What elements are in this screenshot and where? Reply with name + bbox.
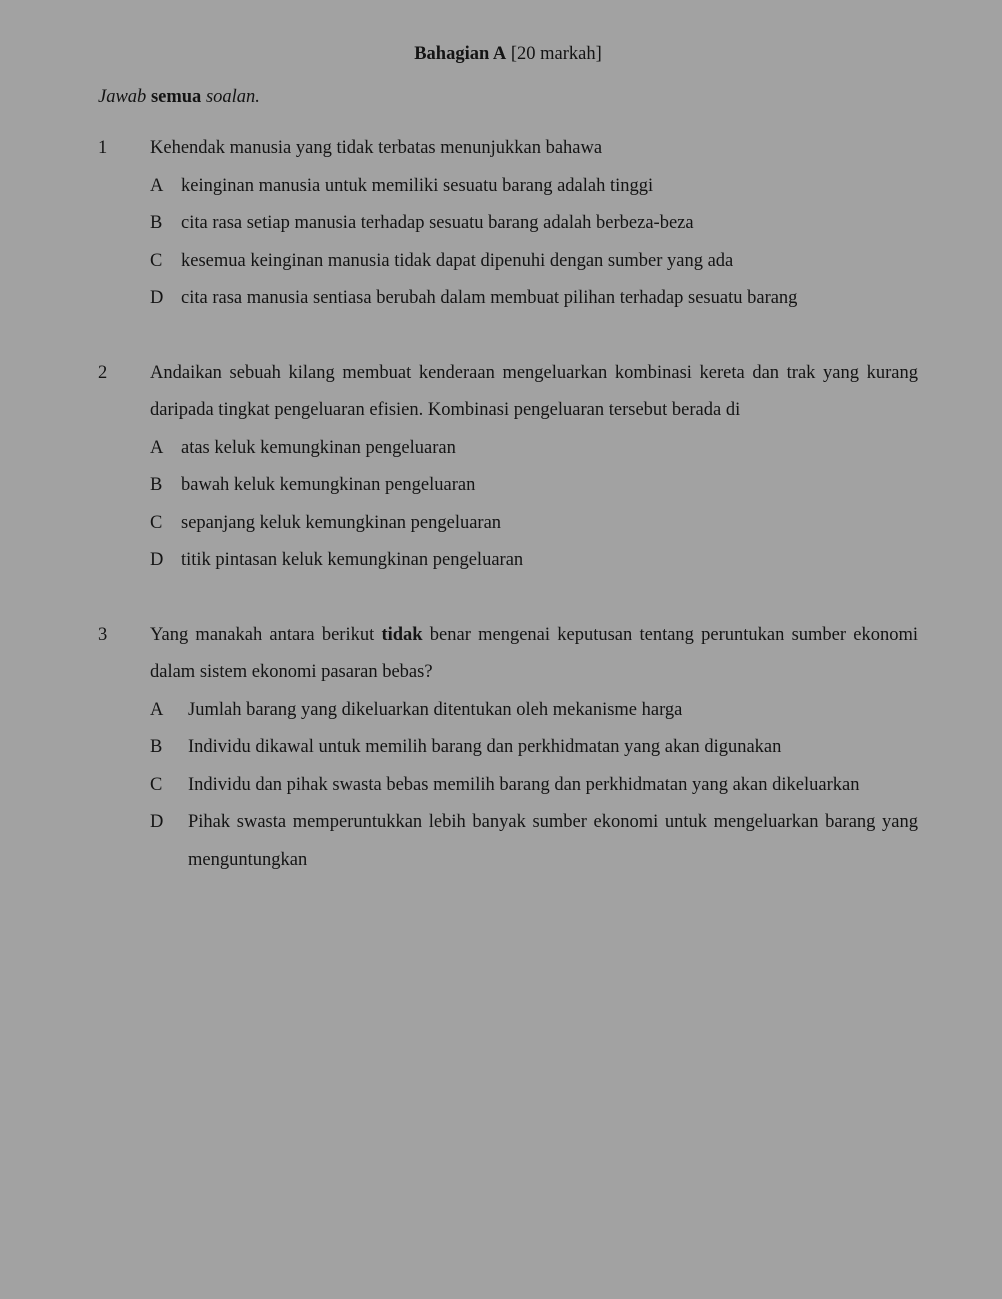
question-2-stem: Andaikan sebuah kilang membuat kenderaan mengeluarkan kombinasi kereta dan trak yang kurang daripada tingkat pengeluaran efisien. Kombinasi pengeluaran tersebut berada di <box>150 362 918 420</box>
section-title-marks: [20 markah] <box>506 44 602 64</box>
question-2 <box>98 355 918 580</box>
question-3-option-c <box>150 767 918 805</box>
instruction-jawab: Jawab <box>98 86 151 107</box>
option-text: Individu dan pihak swasta bebas memilih barang dan perkhidmatan yang akan dikeluarkan <box>188 774 860 795</box>
option-letter: B <box>150 213 163 233</box>
option-text: cita rasa setiap manusia terhadap sesuatu barang adalah berbeza-beza <box>181 213 694 233</box>
question-1-option-c <box>150 243 918 281</box>
option-text: cita rasa manusia sentiasa berubah dalam membuat pilihan terhadap sesuatu barang <box>181 288 798 308</box>
question-2-option-a <box>150 430 918 468</box>
option-text: atas keluk kemungkinan pengeluaran <box>181 437 456 458</box>
option-letter: A <box>150 699 164 720</box>
question-3-option-b <box>150 729 918 767</box>
option-text: sepanjang keluk kemungkinan pengeluaran <box>181 512 502 533</box>
option-letter: B <box>150 737 163 757</box>
option-text: keinginan manusia untuk memiliki sesuatu barang adalah tinggi <box>181 175 654 196</box>
option-letter: D <box>150 812 164 832</box>
question-3-option-d <box>150 804 918 879</box>
option-text: kesemua keinginan manusia tidak dapat dipenuhi dengan sumber yang ada <box>181 250 734 271</box>
question-1-number: 1 <box>98 138 108 158</box>
question-2-number: 2 <box>98 362 108 383</box>
question-3-stem-part1: Yang manakah antara berikut <box>150 624 382 645</box>
section-title <box>98 36 918 74</box>
option-text: titik pintasan keluk kemungkinan pengeluaran <box>181 550 524 570</box>
option-text: bawah keluk kemungkinan pengeluaran <box>181 475 476 495</box>
question-3-stem-part2: benar mengenai keputusan tentang peruntukan sumber ekonomi dalam sistem ekonomi pasaran bebas? <box>150 624 918 682</box>
option-letter: A <box>150 437 164 458</box>
option-letter: A <box>150 175 164 196</box>
option-letter: C <box>150 774 163 795</box>
question-1-option-a <box>150 168 918 206</box>
question-2-option-d <box>150 542 918 580</box>
instruction-semua: semua <box>150 86 202 107</box>
question-3-stem <box>150 617 918 692</box>
option-letter: C <box>150 512 163 533</box>
section-title-bold: Bahagian A <box>414 44 507 64</box>
option-text: Jumlah barang yang dikeluarkan ditentukan oleh mekanisme harga <box>188 699 683 720</box>
instruction-soalan: soalan. <box>201 86 260 107</box>
question-3 <box>98 617 918 880</box>
question-1-option-b <box>150 205 918 243</box>
question-1 <box>98 130 918 318</box>
option-letter: C <box>150 250 163 271</box>
question-1-option-d <box>150 280 918 318</box>
question-2-option-b <box>150 467 918 505</box>
question-2-option-c <box>150 505 918 543</box>
option-letter: B <box>150 475 163 495</box>
option-text: Individu dikawal untuk memilih barang dan perkhidmatan yang akan digunakan <box>188 737 782 757</box>
question-3-option-a <box>150 692 918 730</box>
instruction-line <box>98 79 918 117</box>
option-letter: D <box>150 550 164 570</box>
question-3-stem-bold: tidak <box>381 624 423 645</box>
option-text: Pihak swasta memperuntukkan lebih banyak sumber ekonomi untuk mengeluarkan barang yang menguntungkan <box>188 812 918 870</box>
question-3-number: 3 <box>98 624 108 645</box>
option-letter: D <box>150 288 164 308</box>
question-1-stem: Kehendak manusia yang tidak terbatas menunjukkan bahawa <box>150 138 603 158</box>
